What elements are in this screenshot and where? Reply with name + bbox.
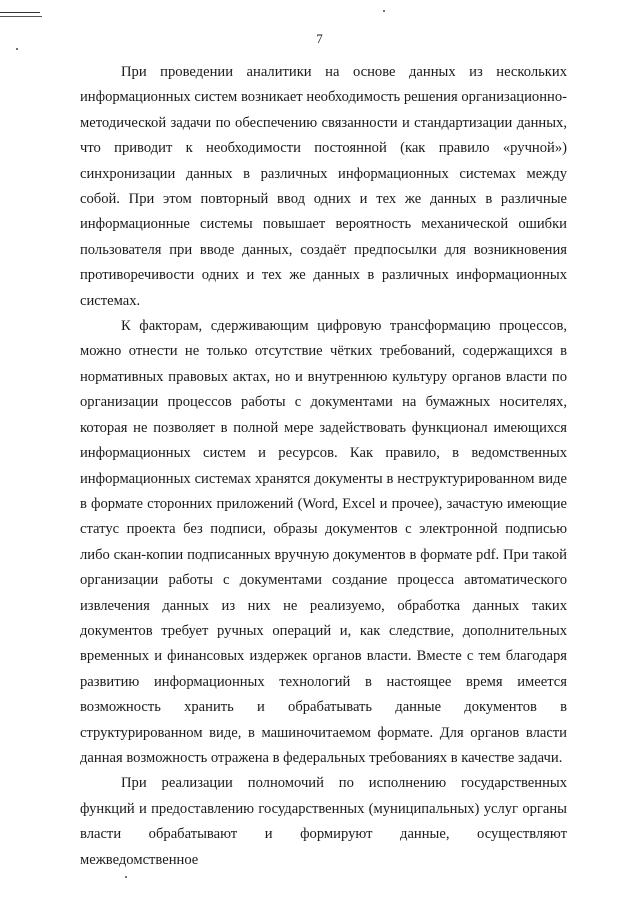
scan-speck bbox=[125, 876, 127, 878]
scan-artifact-line bbox=[0, 16, 42, 17]
body-text bbox=[80, 60, 567, 873]
scan-speck bbox=[383, 10, 385, 12]
scan-speck bbox=[16, 48, 18, 50]
page-number: 7 bbox=[316, 31, 323, 46]
paragraph: При реализации полномочий по исполнению государственных функций и предоставлению государственных (муниципальных) услуг органы власти обрабатывают и формируют данные, осуществляют межведомственное bbox=[80, 775, 567, 868]
paragraph: При проведении аналитики на основе данных из нескольких информационных систем возникает необходимость решения организационно-методической задачи по обеспечению связанности и стандартизации данных, что приводит к необходимости постоянной (как правило «ручной») синхронизации данных в различных информационных системах между собой. При этом повторный ввод одних и тех же данных в различные информационные системы повышает вероятность механической ошибки пользователя при вводе данных, создаёт предпосылки для возникновения противоречивости одних и тех же данных в различных информационных системах. bbox=[80, 64, 567, 309]
scan-artifact-line bbox=[0, 12, 40, 13]
paragraph: К факторам, сдерживающим цифровую трансформацию процессов, можно отнести не только отсутствие чётких требований, содержащихся в нормативных правовых актах, но и внутреннюю культуру органов власти по организации процессов работы с документами на бумажных носителях, которая не позволяет в полной мере задействовать функционал имеющихся информационных систем и ресурсов. Как правило, в ведомственных информационных системах хранятся документы в неструктурированном виде в формате сторонних приложений (Word, Excel и прочее), зачастую имеющие статус проекта без подписи, образы документов с электронной подписью либо скан-копии подписанных вручную документов в формате pdf. При такой организации работы с документами создание процесса автоматического извлечения данных из них не реализуемо, обработка данных таких документов требует ручных операций и, как следствие, дополнительных временных и финансовых издержек органов власти. Вместе с тем благодаря развитию информационных технологий в настоящее время имеется возможность хранить и обрабатывать данные документов в структурированном виде, в машиночитаемом формате. Для органов власти данная возможность отражена в федеральных требованиях в качестве задачи. bbox=[80, 318, 567, 766]
